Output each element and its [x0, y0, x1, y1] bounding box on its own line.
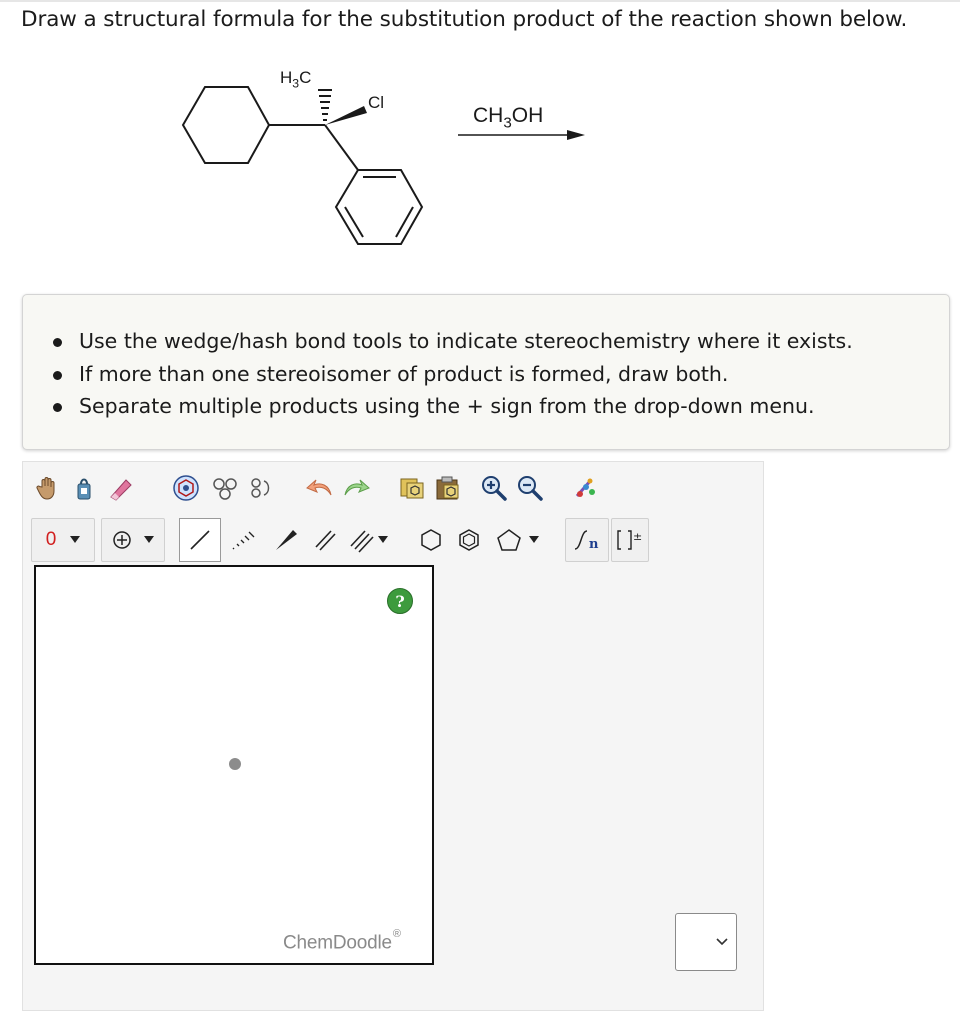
instruction-item [79, 325, 853, 358]
hash-bond-icon [229, 527, 257, 553]
chain-template-icon [247, 475, 277, 501]
eraser-tool-button[interactable] [103, 470, 137, 506]
reagent-label: $CH_3OH$ [473, 104, 544, 132]
single-bond-button[interactable] [179, 518, 221, 562]
brackets-button[interactable] [611, 518, 649, 562]
lasso-icon [72, 475, 96, 501]
benzene-button[interactable] [451, 518, 487, 562]
triple-bond-selector[interactable] [343, 518, 393, 562]
bullet [53, 338, 62, 347]
instruction-text: If more than one stereoisomer of product is formed, draw both. [79, 361, 729, 386]
help-button[interactable]: ? [387, 588, 413, 614]
molecule-template-icon [211, 475, 241, 501]
undo-button[interactable] [303, 470, 337, 506]
clean-button[interactable] [569, 470, 603, 506]
lasso-tool-button[interactable] [67, 470, 101, 506]
instruction-text: Use the wedge/hash bond tools to indicate stereochemistry where it exists. [79, 329, 853, 353]
chevron-down-icon [716, 938, 728, 946]
plus-circle-icon [112, 530, 132, 550]
double-bond-button[interactable] [307, 518, 343, 562]
instruction-item [79, 358, 853, 391]
zoom-out-button[interactable] [513, 470, 547, 506]
chevron-down-icon [70, 536, 80, 544]
instructions-box [22, 294, 950, 450]
brand-name: ChemDoodle [283, 932, 392, 954]
registered-mark: ® [392, 928, 401, 940]
redo-button[interactable] [339, 470, 373, 506]
reaction-arrow-head [567, 130, 585, 140]
product-select[interactable] [675, 913, 737, 971]
cyclopentane-selector[interactable] [489, 518, 545, 562]
chemdoodle-brand [283, 928, 401, 954]
paste-icon [433, 475, 463, 501]
cyclopentane-icon [495, 527, 523, 553]
copy-icon [397, 475, 427, 501]
undo-icon [305, 475, 335, 501]
phenyl-bond [325, 125, 358, 170]
bullet [53, 403, 62, 412]
instruction-item [79, 390, 853, 423]
hash-bond-methyl [318, 90, 332, 120]
triple-bond-icon [348, 527, 374, 553]
chain-template-button[interactable] [245, 470, 279, 506]
repeat-unit-icon [571, 527, 603, 553]
svg-text:±: ± [633, 530, 643, 543]
atom-charge-selector[interactable] [31, 518, 95, 562]
chemdoodle-editor [22, 461, 764, 1011]
reaction-scheme [150, 55, 610, 285]
chloride-label: Cl [368, 93, 385, 112]
top-rule [0, 0, 960, 2]
hand-tool-button[interactable] [31, 470, 65, 506]
chevron-down-icon [144, 536, 154, 544]
single-bond-icon [187, 527, 213, 553]
benzene-icon [456, 527, 482, 553]
cyclohexane-button[interactable] [413, 518, 449, 562]
ring-template-icon [171, 473, 201, 503]
chevron-down-icon [378, 536, 388, 544]
bullet [53, 371, 62, 380]
zoom-in-button[interactable] [477, 470, 511, 506]
hash-bond-button[interactable] [223, 518, 263, 562]
cyclohexane-icon [418, 527, 444, 553]
cyclohexane-ring [183, 87, 269, 163]
canvas-dot [229, 758, 241, 770]
zoom-in-icon [480, 474, 508, 502]
eraser-icon [106, 475, 134, 501]
ring-templates-button[interactable] [167, 470, 205, 506]
add-charge-selector[interactable] [101, 518, 165, 562]
benzene-double-bonds [345, 177, 413, 237]
repeat-unit-button[interactable] [565, 518, 609, 562]
wedge-bond-button[interactable] [267, 518, 305, 562]
instructions-list [79, 325, 853, 423]
copy-button[interactable] [395, 470, 429, 506]
drawing-canvas[interactable] [34, 565, 434, 965]
wedge-bond-icon [273, 527, 299, 553]
redo-icon [341, 475, 371, 501]
methyl-label: $H_3C$ [280, 68, 312, 91]
question-text: Draw a structural formula for the substitution product of the reaction shown below. [21, 7, 908, 32]
chevron-down-icon [529, 536, 539, 544]
brackets-icon [615, 527, 645, 553]
paste-button[interactable] [431, 470, 465, 506]
wedge-bond-cl [325, 106, 367, 125]
clean-structure-icon [571, 474, 601, 502]
templates-button[interactable] [209, 470, 243, 506]
benzene-ring [336, 170, 422, 244]
hand-icon [35, 475, 61, 501]
zoom-out-icon [516, 474, 544, 502]
instruction-text: Separate multiple products using the + sign from the drop-down menu. [79, 394, 815, 418]
svg-text:n: n [589, 537, 599, 552]
double-bond-icon [312, 527, 338, 553]
charge-value: 0 [45, 529, 57, 550]
